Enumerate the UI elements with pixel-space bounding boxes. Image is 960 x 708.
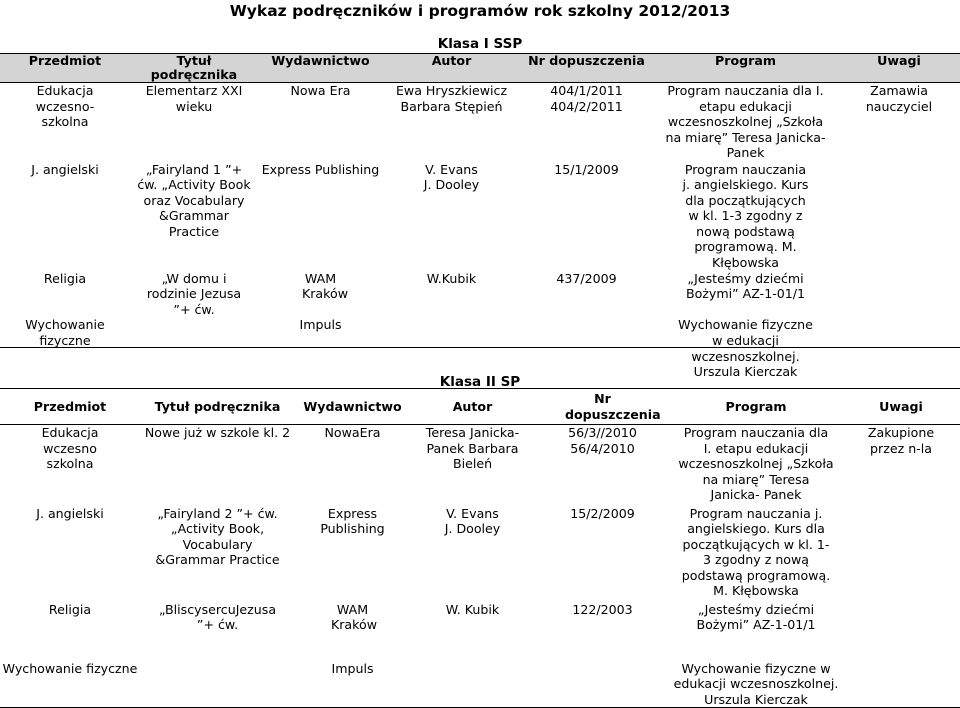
cell-wydawnictwo: Nowa Era <box>290 83 351 98</box>
cell-uwagi <box>842 647 960 708</box>
cell-autor: V. Evans J. Dooley <box>444 505 501 537</box>
cell-nr: 437/2009 <box>556 270 617 286</box>
table-row <box>0 162 960 271</box>
cell-autor: Ewa Hryszkiewicz Barbara Stępień <box>395 83 508 114</box>
cell-nr <box>520 317 653 381</box>
table-row <box>0 83 960 162</box>
cell-uwagi: Zakupione przez n-la <box>867 425 935 456</box>
header-program: Program <box>670 389 842 425</box>
cell-autor: Teresa Janicka-Panek Barbara Bieleń <box>425 425 520 472</box>
header-autor: Autor <box>383 54 520 83</box>
header-tytul: Tytuł podręcznika <box>140 389 295 425</box>
cell-tytul <box>140 647 295 708</box>
cell-przedmiot: Wychowanie fizyczne <box>0 647 140 708</box>
table-row <box>0 647 960 708</box>
cell-tytul: „W domu i rodzinie Jezusa ”+ ćw. <box>146 270 242 317</box>
cell-program: Wychowanie fizyczne w edukacji wczesnoszkolnej. Urszula Kierczak <box>678 317 813 380</box>
cell-uwagi <box>838 317 960 381</box>
cell-uwagi: Zamawia nauczyciel <box>865 83 933 114</box>
header-przedmiot: Przedmiot <box>0 389 140 425</box>
header-wydawnictwo: Wydawnictwo <box>295 389 410 425</box>
cell-autor: W.Kubik <box>426 270 477 286</box>
cell-przedmiot: J. angielski <box>31 161 99 177</box>
cell-przedmiot: J. angielski <box>36 505 104 521</box>
table-row <box>0 602 960 647</box>
cell-autor <box>410 647 535 708</box>
cell-wydawnictwo: NowaEra <box>324 425 381 440</box>
cell-przedmiot: Edukacja wczesno szkolna <box>41 425 99 472</box>
table-row <box>0 506 960 602</box>
cell-program: Program nauczania dla I. etapu edukacji wczesnoszkolnej „Szkoła na miarę” Teresa Janicka- Panek <box>678 425 834 503</box>
header-program: Program <box>653 54 838 83</box>
table-row <box>0 317 960 381</box>
cell-nr: 15/1/2009 <box>554 161 619 177</box>
header-przedmiot: Przedmiot <box>0 54 130 83</box>
class-1-heading: Klasa I SSP <box>437 36 523 52</box>
class-2-table <box>0 388 960 708</box>
cell-nr: 404/1/2011 404/2/2011 <box>550 83 623 114</box>
header-uwagi: Uwagi <box>842 389 960 425</box>
cell-program: Program nauczania dla I. etapu edukacji wczesnoszkolnej „Szkoła na miarę” Teresa Janicka- Panek <box>665 83 826 161</box>
cell-przedmiot: Edukacja wczesno-szkolna <box>35 83 95 130</box>
cell-wydawnictwo: Impuls <box>295 647 410 708</box>
cell-tytul: „Fairyland 2 ”+ ćw. „Activity Book, Vocabulary &Grammar Practice <box>155 505 280 568</box>
cell-wydawnictwo: Impuls <box>299 317 342 333</box>
cell-wydawnictwo: Express Publishing <box>261 161 380 177</box>
header-autor: Autor <box>410 389 535 425</box>
cell-tytul: Nowe już w szkole kl. 2 <box>144 425 291 440</box>
cell-wydawnictwo: WAM Kraków <box>302 270 349 302</box>
table-row <box>0 271 960 318</box>
header-wydawnictwo: Wydawnictwo <box>258 54 383 83</box>
cell-autor: W. Kubik <box>445 601 500 617</box>
cell-autor <box>383 317 520 381</box>
header-nr-dopuszczenia: Nr dopuszczenia <box>520 54 653 83</box>
cell-wydawnictwo: Express Publishing <box>320 505 385 537</box>
cell-uwagi <box>842 506 960 602</box>
cell-program: Program nauczania j. angielskiego. Kurs dla początkujących w kl. 1-3 zgodny z nową podstawą programową. M. Kłębowska <box>681 505 831 599</box>
cell-autor: V. Evans J. Dooley <box>423 161 480 193</box>
cell-program: „Jesteśmy dziećmi Bożymi” AZ-1-01/1 <box>696 601 816 633</box>
cell-wydawnictwo: WAM Kraków <box>331 601 378 633</box>
cell-nr: 15/2/2009 <box>570 505 635 521</box>
class-2-header-row <box>0 389 960 425</box>
cell-przedmiot: Religia <box>48 601 92 617</box>
cell-nr <box>535 647 670 708</box>
cell-program: Wychowanie fizyczne w edukacji wczesnoszkolnej. Urszula Kierczak <box>670 647 842 708</box>
header-uwagi: Uwagi <box>838 54 960 83</box>
cell-nr: 56/3//2010 56/4/2010 <box>568 425 637 456</box>
cell-tytul: Elementarz XXI wieku <box>145 83 243 114</box>
cell-tytul: „Fairyland 1 ”+ ćw. „Activity Book oraz Vocabulary &Grammar Practice <box>137 161 251 239</box>
class-1-table <box>0 53 960 381</box>
cell-tytul <box>130 317 258 381</box>
cell-uwagi <box>838 271 960 318</box>
class-1-header-row <box>0 54 960 83</box>
class-2-heading: Klasa II SP <box>439 374 521 390</box>
cell-nr: 122/2003 <box>572 601 633 617</box>
cell-tytul: „BliscysercuJezusa ”+ ćw. <box>158 601 277 633</box>
header-nr-dopuszczenia: Nr dopuszczenia <box>535 389 670 425</box>
cell-uwagi <box>838 162 960 271</box>
cell-program: Program nauczania j. angielskiego. Kurs dla początkujących w kl. 1-3 zgodny z nową podstawą programową. M. Kłębowska <box>682 161 809 271</box>
class-1-bottom-rule <box>0 347 960 348</box>
header-tytul: Tytuł podręcznika <box>130 54 258 83</box>
cell-przedmiot: Religia <box>43 270 87 286</box>
table-row <box>0 425 960 506</box>
cell-przedmiot: Wychowanie fizyczne <box>25 317 105 349</box>
cell-uwagi <box>842 602 960 647</box>
document-title: Wykaz podręczników i programów rok szkolny 2012/2013 <box>229 2 731 20</box>
cell-program: „Jesteśmy dziećmi Bożymi” AZ-1-01/1 <box>685 270 806 302</box>
